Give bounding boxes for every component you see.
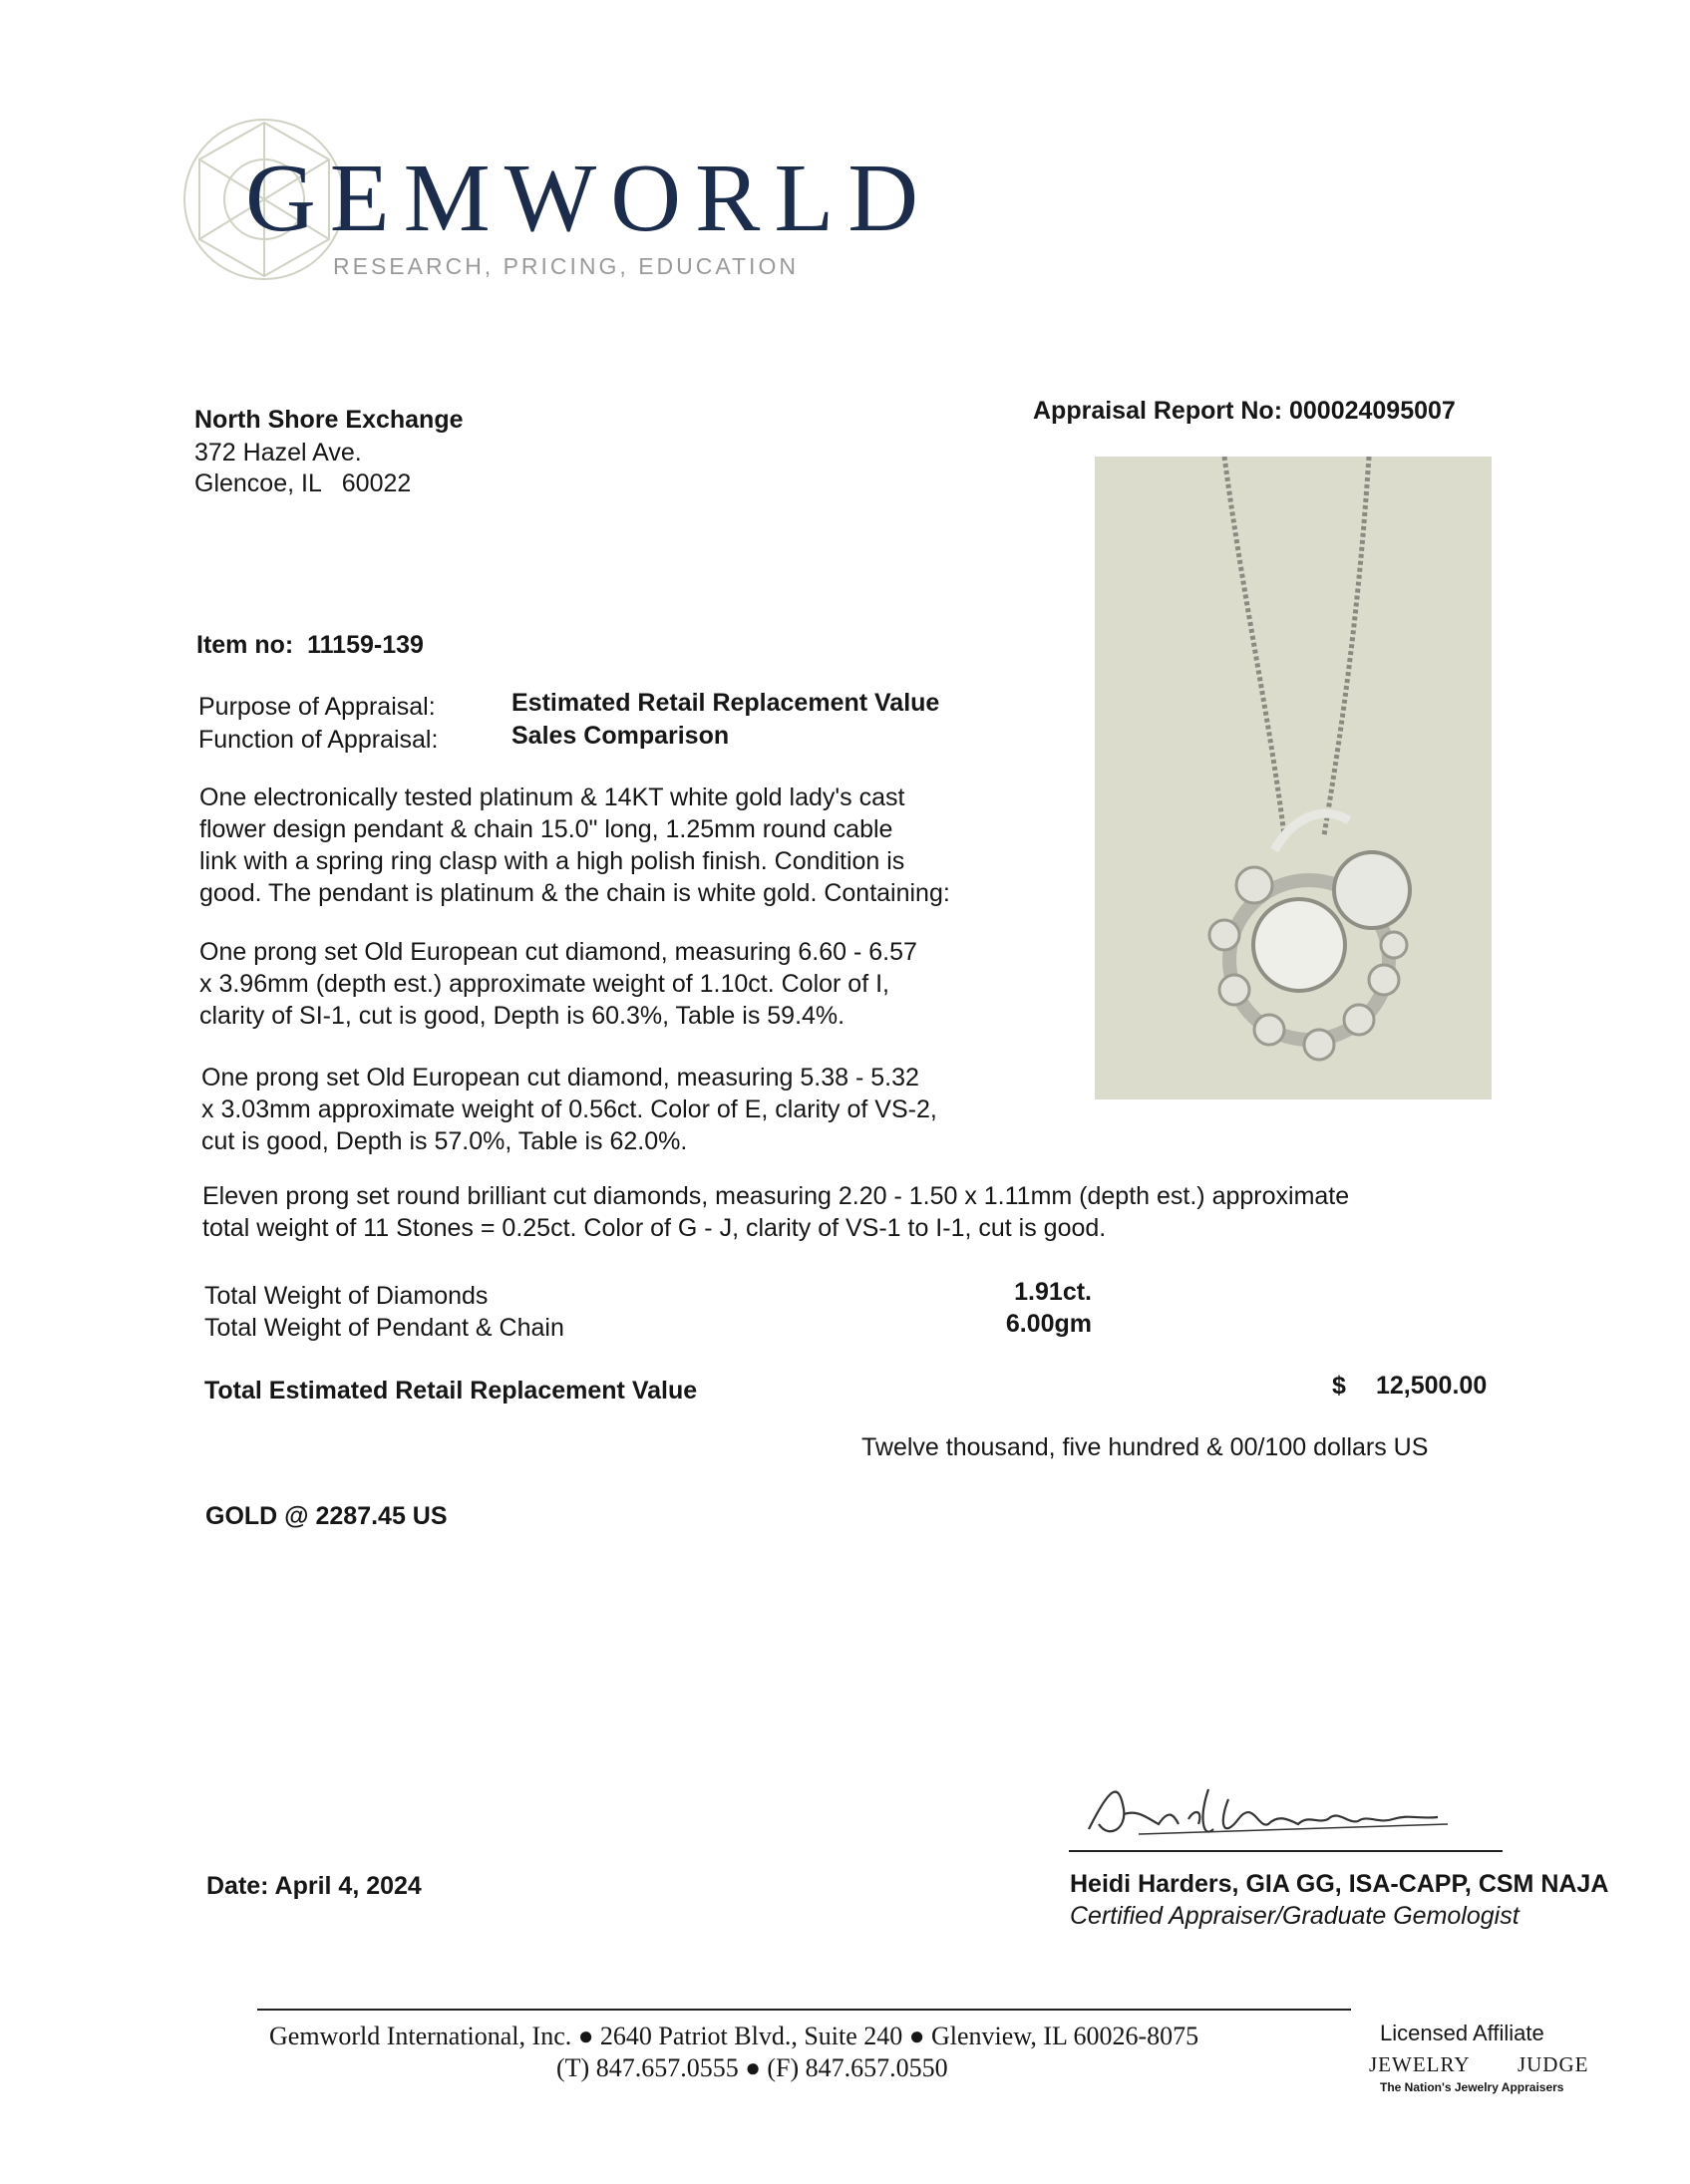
- diamond-2-description: [201, 1062, 1059, 1157]
- affiliate-label: Licensed Affiliate: [1380, 2021, 1544, 2045]
- footer-address: Gemworld International, Inc. ● 2640 Patriot Blvd., Suite 240 ● Glenview, IL 60026-8075: [269, 2022, 1199, 2050]
- diamond-line: Eleven prong set round brilliant cut diamonds, measuring 2.20 - 1.50 x 1.11mm (depth est.) approximate: [202, 1182, 1350, 1210]
- diamond-line: x 3.96mm (depth est.) approximate weight of 1.10ct. Color of I,: [199, 970, 889, 998]
- purpose-label: Purpose of Appraisal:: [198, 693, 436, 721]
- description-line: link with a spring ring clasp with a high polish finish. Condition is: [199, 847, 905, 875]
- brand-tagline: RESEARCH, PRICING, EDUCATION: [333, 253, 799, 279]
- currency-symbol: $: [1332, 1372, 1346, 1400]
- gold-price: GOLD @ 2287.45 US: [205, 1502, 448, 1530]
- report-number: [1033, 395, 1456, 428]
- purpose-value: Estimated Retail Replacement Value: [511, 689, 940, 717]
- appraiser-title: Certified Appraiser/Graduate Gemologist: [1070, 1902, 1520, 1930]
- item-number-label: Item no:: [196, 631, 294, 659]
- description-line: flower design pendant & chain 15.0" long, 1.25mm round cable: [199, 815, 893, 843]
- appraiser-name: Heidi Harders, GIA GG, ISA-CAPP, CSM NAJA: [1070, 1870, 1609, 1898]
- total-value-label: Total Estimated Retail Replacement Value: [204, 1377, 698, 1404]
- description-line: One electronically tested platinum & 14KT white gold lady's cast: [199, 783, 905, 811]
- diamond-1-description: [199, 936, 1057, 1032]
- client-city: Glencoe, IL 60022: [194, 469, 412, 497]
- item-description: [199, 781, 1057, 909]
- signature-line: [1069, 1850, 1503, 1852]
- description-line: good. The pendant is platinum & the chain is white gold. Containing:: [199, 879, 950, 907]
- total-weight-value: 6.00gm: [1005, 1310, 1092, 1338]
- diamond-line: One prong set Old European cut diamond, measuring 6.60 - 6.57: [199, 938, 917, 966]
- total-value-words: Twelve thousand, five hundred & 00/100 dollars US: [861, 1433, 1429, 1461]
- pendant-photo: [1095, 457, 1492, 1099]
- client-address: 372 Hazel Ave.: [194, 439, 362, 467]
- total-weight-label: Total Weight of Pendant & Chain: [204, 1314, 564, 1342]
- total-diamonds-label: Total Weight of Diamonds: [204, 1282, 489, 1310]
- diamond-line: cut is good, Depth is 57.0%, Table is 62.0%.: [201, 1127, 688, 1155]
- diamond-line: clarity of SI-1, cut is good, Depth is 60.3%, Table is 59.4%.: [199, 1002, 845, 1030]
- diamond-line: total weight of 11 Stones = 0.25ct. Color of G - J, clarity of VS-1 to I-1, cut is good.: [202, 1214, 1107, 1242]
- appraiser-signature: [1079, 1769, 1478, 1849]
- brand-logo-wordmark: GEMWORLD: [245, 145, 933, 252]
- item-number: [196, 629, 424, 662]
- affiliate-logo: JEWELRY JUDGE: [1369, 2052, 1589, 2076]
- total-diamonds-value: 1.91ct.: [1014, 1278, 1092, 1306]
- affiliate-tagline: The Nation's Jewelry Appraisers: [1380, 2080, 1564, 2094]
- total-value-amount: 12,500.00: [1376, 1372, 1488, 1400]
- client-name: North Shore Exchange: [194, 406, 464, 434]
- report-number-label: Appraisal Report No:: [1033, 397, 1283, 425]
- appraisal-date: Date: April 4, 2024: [206, 1872, 422, 1900]
- diamond-line: x 3.03mm approximate weight of 0.56ct. Color of E, clarity of VS-2,: [201, 1095, 937, 1123]
- function-label: Function of Appraisal:: [198, 726, 439, 754]
- diamond-line: One prong set Old European cut diamond, measuring 5.38 - 5.32: [201, 1064, 919, 1092]
- report-number-value: 000024095007: [1288, 397, 1456, 425]
- footer-phone: (T) 847.657.0555 ● (F) 847.657.0550: [556, 2053, 948, 2082]
- diamond-3-description: [202, 1180, 1499, 1244]
- footer-divider: [257, 2009, 1351, 2011]
- item-number-value: 11159-139: [307, 631, 424, 659]
- function-value: Sales Comparison: [511, 722, 730, 750]
